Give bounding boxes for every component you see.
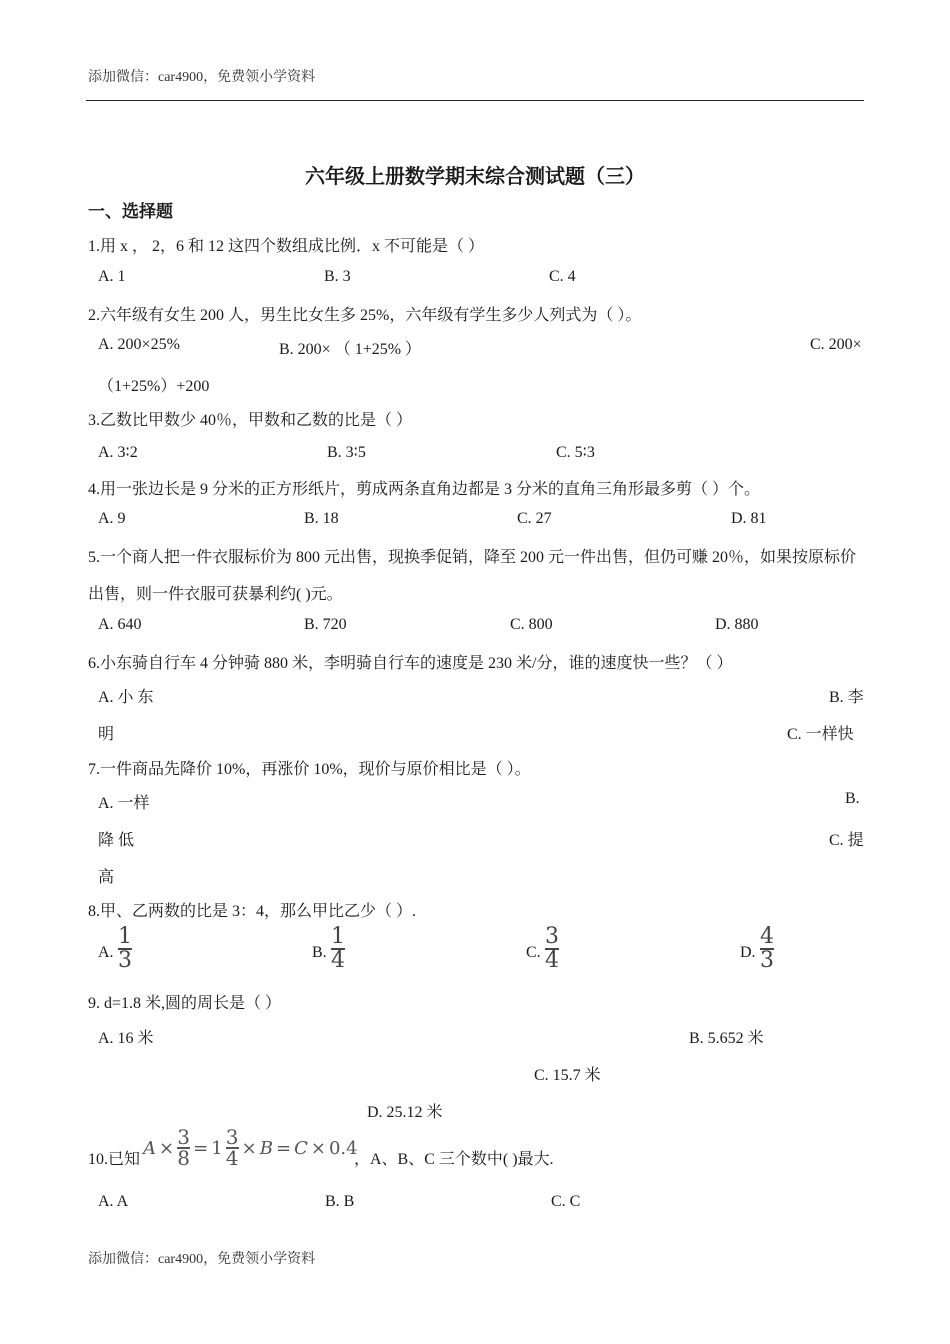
question-4-option-a[interactable]: A. 9	[98, 510, 126, 527]
question-3-option-c[interactable]: C. 5∶3	[556, 444, 595, 461]
question-1-stem: 1.用 x ， 2，6 和 12 这四个数组成比例．x 不可能是（ ）	[88, 238, 485, 255]
question-2-option-c-continued: （1+25%）+200	[98, 378, 210, 395]
question-4-option-c[interactable]: C. 27	[517, 510, 552, 527]
question-5-option-c[interactable]: C. 800	[510, 616, 553, 633]
question-9-stem: 9. d=1.8 米,圆的周长是（ ）	[88, 995, 282, 1012]
question-10-formula: A × 3 8 = 1 3 4 × B = C × 0.4	[143, 1125, 358, 1170]
header-divider	[86, 100, 864, 101]
question-2-option-c[interactable]: C. 200×	[810, 336, 862, 353]
question-9-option-a[interactable]: A. 16 米	[98, 1030, 154, 1047]
question-5-stem: 5.一个商人把一件衣服标价为 800 元出售，现换季促销，降至 200 元一件出售，但仍可赚 20％，如果按原标价	[88, 549, 857, 566]
question-10-option-a[interactable]: A. A	[98, 1193, 129, 1210]
question-1-option-a[interactable]: A. 1	[98, 268, 126, 285]
fraction-one-fourth: 1 4	[331, 924, 345, 973]
question-5-option-b[interactable]: B. 720	[304, 616, 347, 633]
question-7-stem: 7.一件商品先降价 10%，再涨价 10%，现价与原价相比是（ ）。	[88, 761, 531, 778]
question-7-option-a[interactable]: A. 一样	[98, 795, 150, 812]
question-8-stem: 8.甲、乙两数的比是 3：4，那么甲比乙少（ ）.	[88, 903, 417, 920]
question-4-option-d[interactable]: D. 81	[731, 510, 767, 527]
question-4-stem: 4.用一张边长是 9 分米的正方形纸片，剪成两条直角边都是 3 分米的直角三角形最多剪（ ）个。	[88, 481, 761, 498]
question-10-option-c[interactable]: C. C	[551, 1193, 581, 1210]
question-7-option-b-continued: 降 低	[98, 832, 135, 849]
question-8-option-c[interactable]: C.	[526, 944, 541, 961]
fraction-one-third: 1 3	[118, 924, 132, 973]
question-9-option-c[interactable]: C. 15.7 米	[534, 1067, 601, 1084]
question-10-stem-suffix: ，A、B、C 三个数中( )最大.	[354, 1151, 554, 1168]
question-6-stem: 6.小东骑自行车 4 分钟骑 880 米，李明骑自行车的速度是 230 米/分，谁的速度快一些？（ ）	[88, 655, 733, 672]
question-10-option-b[interactable]: B. B	[325, 1193, 355, 1210]
question-7-option-b[interactable]: B.	[845, 790, 860, 807]
question-7-option-c-continued: 高	[98, 869, 115, 886]
question-5-option-d[interactable]: D. 880	[715, 616, 759, 633]
question-6-option-a[interactable]: A. 小 东	[98, 689, 154, 706]
question-2-stem: 2.六年级有女生 200 人，男生比女生多 25%，六年级有学生多少人列式为（ ）。	[88, 307, 642, 324]
question-1-option-b[interactable]: B. 3	[324, 268, 351, 285]
question-6-option-c[interactable]: C. 一样快	[787, 726, 854, 743]
question-3-option-b[interactable]: B. 3∶5	[327, 444, 366, 461]
page-title: 六年级上册数学期末综合测试题（三）	[305, 166, 645, 188]
question-8-option-a[interactable]: A.	[98, 944, 114, 961]
question-6-option-b-continued: 明	[98, 726, 115, 743]
question-10-stem-prefix: 10.已知	[88, 1151, 141, 1168]
question-1-option-c[interactable]: C. 4	[549, 268, 576, 285]
question-7-option-c[interactable]: C. 提	[829, 832, 864, 849]
question-2-option-a[interactable]: A. 200×25%	[98, 336, 180, 353]
question-5-stem-continued: 出售，则一件衣服可获暴利约( )元。	[88, 586, 343, 603]
question-8-option-b[interactable]: B.	[312, 944, 327, 961]
fraction-four-thirds: 4 3	[760, 924, 774, 973]
question-3-option-a[interactable]: A. 3∶2	[98, 444, 138, 461]
question-2-option-b[interactable]: B. 200× （ 1+25% ）	[279, 341, 422, 358]
page-footer: 添加微信：car4900，免费领小学资料	[88, 1252, 316, 1267]
question-5-option-a[interactable]: A. 640	[98, 616, 142, 633]
question-9-option-d[interactable]: D. 25.12 米	[367, 1104, 443, 1121]
question-6-option-b[interactable]: B. 李	[829, 689, 864, 706]
fraction-three-fourths: 3 4	[545, 924, 559, 973]
question-9-option-b[interactable]: B. 5.652 米	[689, 1030, 764, 1047]
section-heading: 一、选择题	[88, 202, 173, 221]
question-4-option-b[interactable]: B. 18	[304, 510, 339, 527]
question-3-stem: 3.乙数比甲数少 40％，甲数和乙数的比是（ ）	[88, 412, 413, 429]
question-8-option-d[interactable]: D.	[740, 944, 756, 961]
page-header: 添加微信：car4900，免费领小学资料	[88, 70, 316, 85]
